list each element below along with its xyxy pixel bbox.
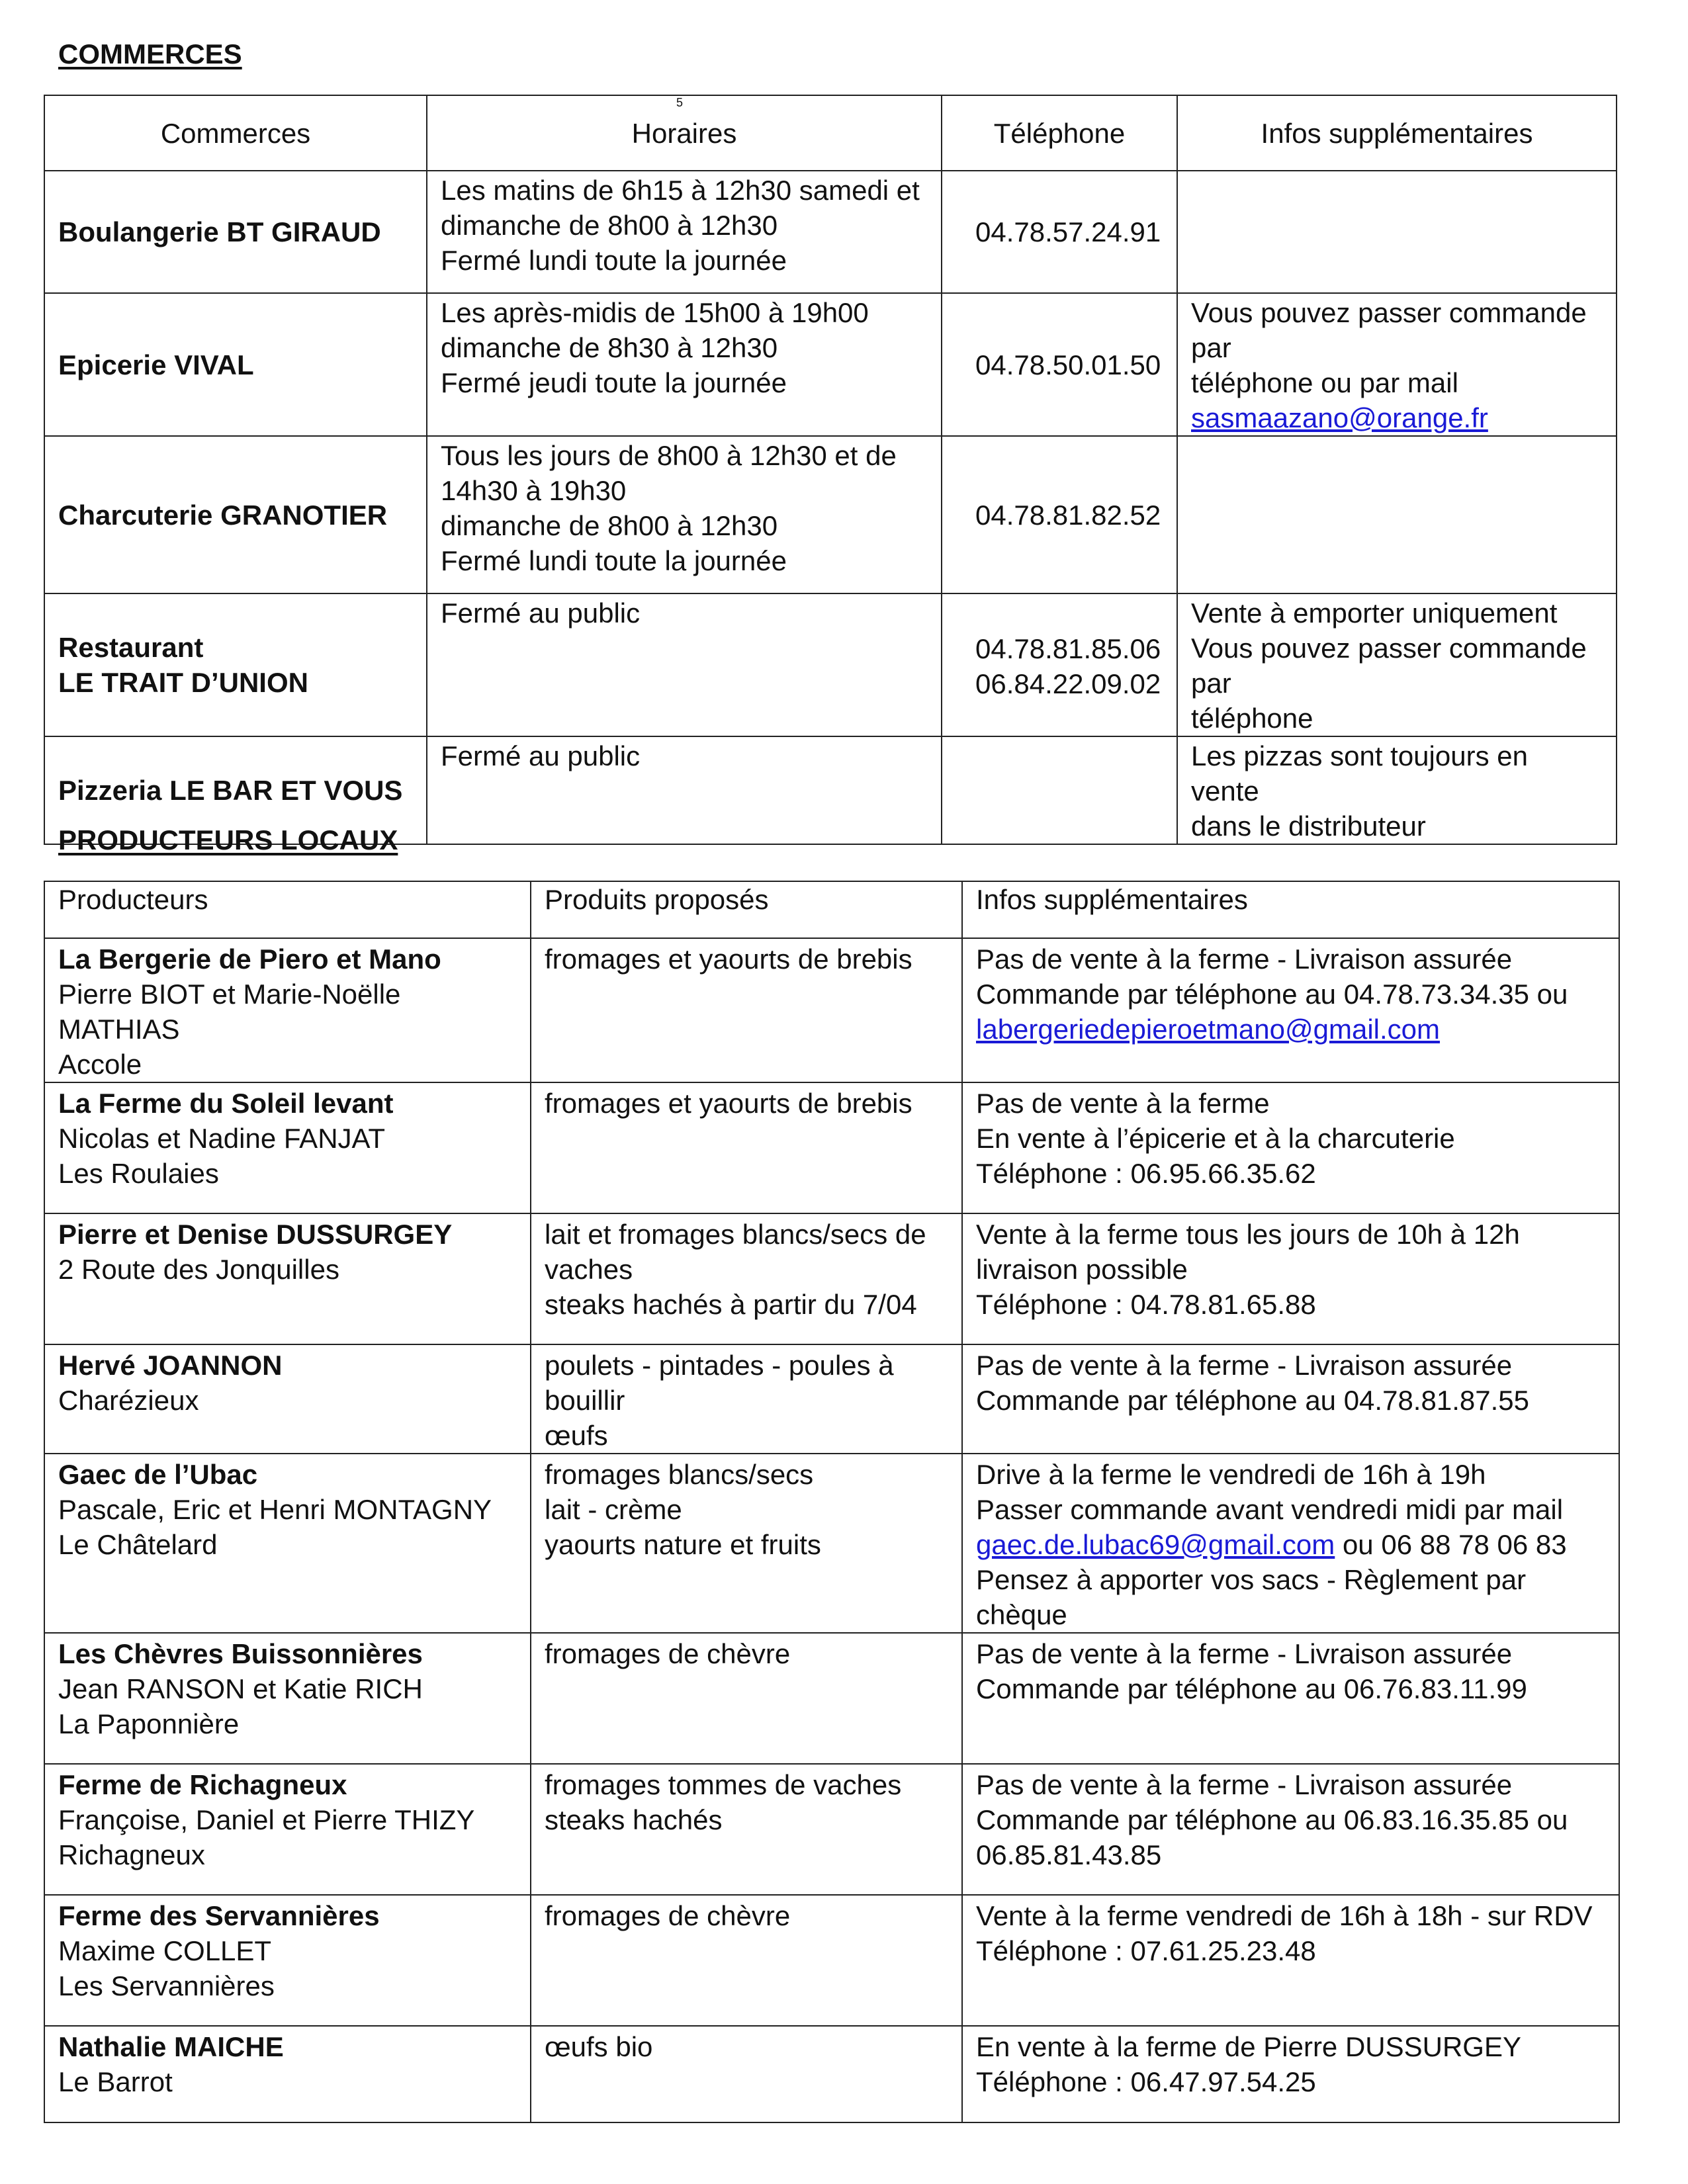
producteur-info-line: Vente à la ferme vendredi de 16h à 18h - sur RDV [976,1900,1593,1931]
producteur-info [962,1344,1619,1454]
commerces-table [44,95,1617,845]
commerce-phone-line: 04.78.81.82.52 [975,499,1161,531]
producteurs-title: PRODUCTEURS LOCAUX [58,824,398,855]
commerce-name [44,436,427,593]
producteur-email-line [976,1012,1605,1047]
producteur-cell [44,1764,531,1895]
producteur-info-line: 06.85.81.43.85 [976,1839,1162,1870]
commerce-name-line: Epicerie VIVAL [58,349,254,380]
commerce-info-line: téléphone [1191,703,1313,734]
producteur-info-line: Pas de vente à la ferme [976,1088,1270,1119]
product-line: steaks hachés à partir du 7/04 [545,1289,917,1320]
commerces-row [44,293,1617,436]
producteur-info [962,2026,1619,2122]
producteur-products [531,1344,962,1454]
producteur-detail-line: Françoise, Daniel et Pierre THIZY [58,1804,475,1835]
commerces-row [44,436,1617,593]
commerce-hours-line: Fermé lundi toute la journée [441,545,787,576]
commerce-hours-line: Les après-midis de 15h00 à 19h00 [441,297,869,328]
commerce-info-line: Vente à emporter uniquement [1191,597,1558,629]
producteur-detail-line: La Paponnière [58,1708,240,1739]
producteur-detail-line: Pierre BIOT et Marie-Noëlle MATHIAS [58,979,401,1045]
producteur-cell [44,1082,531,1213]
product-line: œufs [545,1420,608,1451]
product-line: vaches [545,1254,633,1285]
producteur-row [44,1895,1619,2026]
producteur-name: Les Chèvres Buissonnières [58,1638,423,1669]
producteur-info-line: Commande par téléphone au 04.78.81.87.55 [976,1385,1529,1416]
producteur-info-line: Pas de vente à la ferme - Livraison assurée [976,1769,1513,1800]
commerce-hours-line: dimanche de 8h00 à 12h30 [441,210,778,241]
producteur-cell [44,1454,531,1633]
producteur-info [962,1895,1619,2026]
product-line: fromages tommes de vaches [545,1769,902,1800]
producteur-info-line: Commande par téléphone au 04.78.73.34.35 ou [976,979,1568,1010]
commerce-hours-line: Fermé lundi toute la journée [441,245,787,276]
commerce-info [1177,436,1617,593]
producteur-info [962,1764,1619,1895]
producteur-products [531,1633,962,1764]
producteurs-table [44,881,1620,2123]
commerce-email-link[interactable]: sasmaazano@orange.fr [1191,402,1488,433]
commerce-hours [427,736,942,844]
producteur-detail-line: Le Châtelard [58,1529,218,1560]
producteur-info [962,1454,1619,1633]
producteur-cell [44,1633,531,1764]
producteur-info-line: Téléphone : 04.78.81.65.88 [976,1289,1316,1320]
producteur-row [44,1213,1619,1344]
commerce-info [1177,736,1617,844]
commerce-phone-line: 04.78.81.85.06 [975,633,1161,664]
product-line: steaks hachés [545,1804,723,1835]
commerce-phone [942,736,1177,844]
commerce-name [44,293,427,436]
product-line: poulets - pintades - poules à bouillir [545,1350,894,1416]
commerce-info-line: Vous pouvez passer commande par [1191,633,1587,699]
commerce-name-line: Boulangerie BT GIRAUD [58,216,381,247]
product-line: fromages et yaourts de brebis [545,1088,912,1119]
commerce-phone-line: 04.78.50.01.50 [975,349,1161,380]
producteur-cell [44,1344,531,1454]
commerces-header-cell: Infos supplémentaires [1177,95,1617,171]
producteur-detail-line: 2 Route des Jonquilles [58,1254,339,1285]
commerce-info [1177,171,1617,293]
producteur-info-line: Pas de vente à la ferme - Livraison assurée [976,943,1513,975]
commerce-hours-line: Tous les jours de 8h00 à 12h30 et de [441,440,897,471]
producteur-info-line: livraison possible [976,1254,1188,1285]
producteur-detail-line: Maxime COLLET [58,1935,272,1966]
producteur-name: Ferme des Servannières [58,1900,380,1931]
producteur-products [531,1895,962,2026]
commerce-info-line: dans le distributeur [1191,810,1426,842]
producteur-name: Hervé JOANNON [58,1350,283,1381]
producteur-detail-line: Les Servannières [58,1970,275,2001]
product-line: lait et fromages blancs/secs de [545,1219,926,1250]
producteur-name: La Bergerie de Piero et Mano [58,943,441,975]
commerces-header-cell: Horaires [427,95,942,171]
commerce-hours-line: dimanche de 8h30 à 12h30 [441,332,778,363]
product-line: fromages et yaourts de brebis [545,943,912,975]
producteur-info-line: Vente à la ferme tous les jours de 10h à 12h [976,1219,1520,1250]
producteur-email-link[interactable]: labergeriedepieroetmano@gmail.com [976,1014,1440,1045]
commerce-phone [942,293,1177,436]
producteur-detail-line: Nicolas et Nadine FANJAT [58,1123,386,1154]
commerces-header-cell: Commerces [44,95,427,171]
producteurs-header-cell: Producteurs [44,881,531,938]
commerce-name-line: LE TRAIT D’UNION [58,667,308,698]
producteur-products [531,1454,962,1633]
producteur-info-line: Passer commande avant vendredi midi par mail [976,1494,1564,1525]
producteur-name: Gaec de l’Ubac [58,1459,258,1490]
producteur-row [44,1082,1619,1213]
product-line: lait - crème [545,1494,682,1525]
commerce-phone [942,436,1177,593]
producteur-info-line: Pas de vente à la ferme - Livraison assurée [976,1350,1513,1381]
producteur-cell [44,938,531,1082]
producteur-detail-line: Le Barrot [58,2066,173,2097]
producteur-info-line: Pas de vente à la ferme - Livraison assurée [976,1638,1513,1669]
producteur-name: Pierre et Denise DUSSURGEY [58,1219,453,1250]
commerce-hours-line: Fermé jeudi toute la journée [441,367,787,398]
commerce-hours-line: Fermé au public [441,597,641,629]
producteur-info-line: En vente à la ferme de Pierre DUSSURGEY [976,2031,1522,2062]
commerce-name [44,593,427,736]
producteur-info-line: Drive à la ferme le vendredi de 16h à 19h [976,1459,1486,1490]
producteur-info-line: Commande par téléphone au 06.76.83.11.99 [976,1673,1527,1704]
producteur-info-line: Pensez à apporter vos sacs - Règlement par chèque [976,1564,1527,1630]
commerce-phone [942,171,1177,293]
producteur-info-line: Téléphone : 07.61.25.23.48 [976,1935,1316,1966]
producteur-row [44,2026,1619,2122]
producteur-row [44,938,1619,1082]
producteur-info [962,1633,1619,1764]
producteur-detail-line: Accole [58,1049,142,1080]
producteurs-header-cell: Produits proposés [531,881,962,938]
producteur-row [44,1764,1619,1895]
producteur-info [962,1213,1619,1344]
producteur-name: Ferme de Richagneux [58,1769,347,1800]
commerce-phone-line: 06.84.22.09.02 [975,668,1161,699]
commerces-header-cell: Téléphone [942,95,1177,171]
producteur-info [962,1082,1619,1213]
commerce-phone [942,593,1177,736]
producteur-row [44,1454,1619,1633]
commerce-phone-line: 04.78.57.24.91 [975,216,1161,247]
commerce-hours-line: Les matins de 6h15 à 12h30 samedi et [441,175,920,206]
product-line: yaourts nature et fruits [545,1529,821,1560]
commerce-hours [427,293,942,436]
commerce-hours-line: Fermé au public [441,740,641,771]
producteur-products [531,1082,962,1213]
producteur-name: Nathalie MAICHE [58,2031,284,2062]
commerce-hours-line: dimanche de 8h00 à 12h30 [441,510,778,541]
producteur-info-line: Téléphone : 06.95.66.35.62 [976,1158,1316,1189]
commerce-hours-line: 14h30 à 19h30 [441,475,627,506]
producteur-cell [44,1213,531,1344]
commerce-info-line: Vous pouvez passer commande par [1191,297,1587,363]
producteur-detail-line: Richagneux [58,1839,205,1870]
producteur-info-line: En vente à l’épicerie et à la charcuterie [976,1123,1455,1154]
producteur-name: La Ferme du Soleil levant [58,1088,394,1119]
producteur-products [531,2026,962,2122]
producteur-detail-line: Pascale, Eric et Henri MONTAGNY [58,1494,492,1525]
producteur-detail-line: Charézieux [58,1385,199,1416]
commerce-name-line: Restaurant [58,632,204,663]
commerce-hours [427,436,942,593]
producteur-email-line [976,1527,1605,1562]
producteurs-header-row [44,881,1619,938]
producteur-row [44,1633,1619,1764]
commerce-hours [427,593,942,736]
product-line: œufs bio [545,2031,653,2062]
commerce-name-line: Pizzeria LE BAR ET VOUS [58,775,403,806]
producteur-email-suffix: ou 06 88 78 06 83 [1335,1529,1567,1560]
commerces-row [44,171,1617,293]
product-line: fromages de chèvre [545,1638,791,1669]
producteur-info-line: Commande par téléphone au 06.83.16.35.85 ou [976,1804,1568,1835]
producteurs-header-cell: Infos supplémentaires [962,881,1619,938]
producteur-products [531,1764,962,1895]
commerce-hours [427,171,942,293]
producteur-detail-line: Les Roulaies [58,1158,219,1189]
producteur-info [962,938,1619,1082]
commerce-name [44,171,427,293]
product-line: fromages de chèvre [545,1900,791,1931]
producteur-email-link[interactable]: gaec.de.lubac69@gmail.com [976,1529,1335,1560]
commerce-info-line: Les pizzas sont toujours en vente [1191,740,1528,807]
producteur-cell [44,2026,531,2122]
producteur-products [531,1213,962,1344]
producteur-info-line: Téléphone : 06.47.97.54.25 [976,2066,1316,2097]
commerce-info-line: téléphone ou par mail [1191,367,1458,398]
page-number: 5 [676,96,684,109]
producteur-products [531,938,962,1082]
commerces-title: COMMERCES [58,38,242,69]
producteur-row [44,1344,1619,1454]
commerces-header-row [44,95,1617,171]
product-line: fromages blancs/secs [545,1459,814,1490]
commerce-info [1177,593,1617,736]
commerces-row [44,593,1617,736]
producteur-detail-line: Jean RANSON et Katie RICH [58,1673,423,1704]
commerce-name-line: Charcuterie GRANOTIER [58,499,388,531]
producteur-cell [44,1895,531,2026]
commerce-info [1177,293,1617,436]
